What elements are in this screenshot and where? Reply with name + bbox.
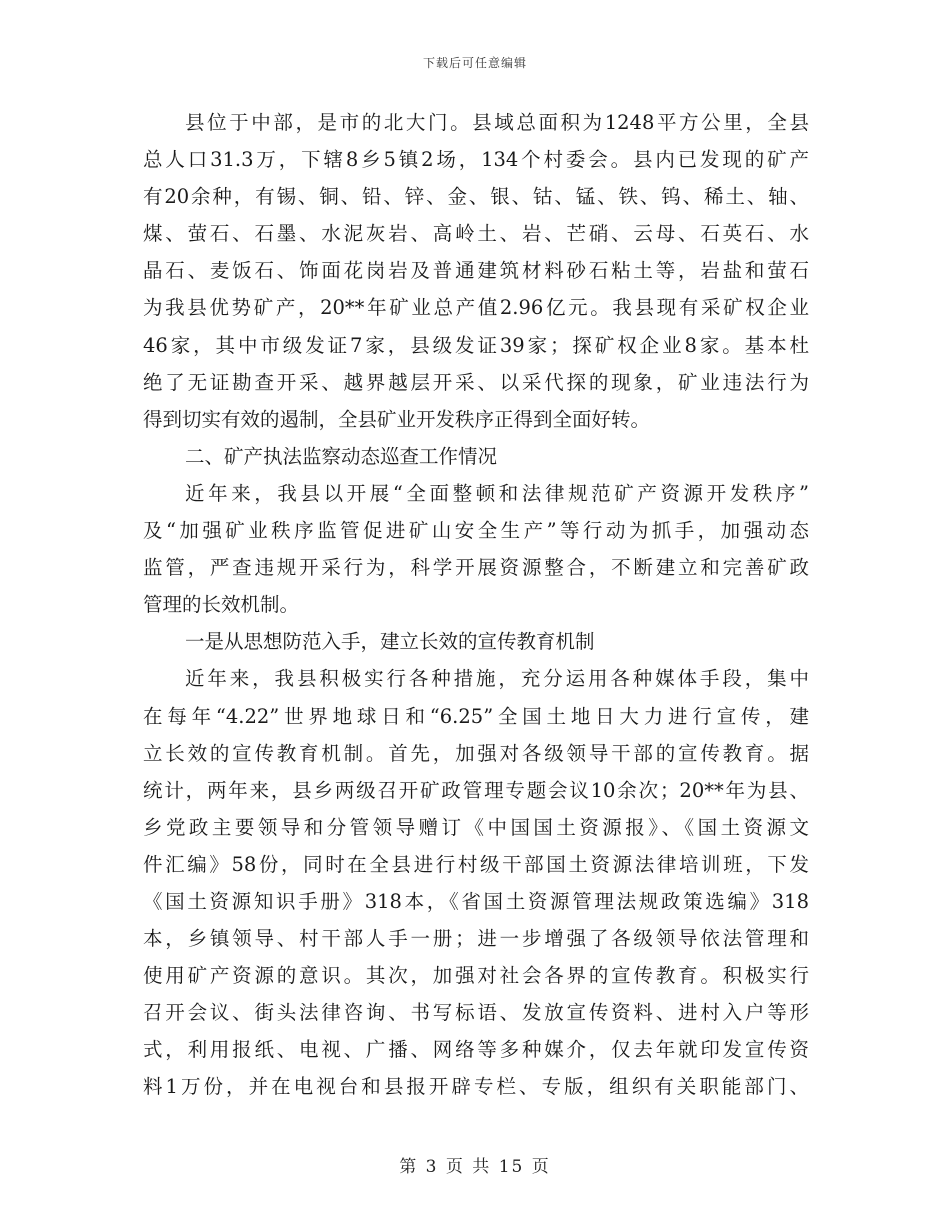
text-line: 46家，其中市级发证7家，县级发证39家；探矿权企业8家。基本杜 [143, 333, 809, 357]
document-body [143, 104, 809, 1106]
text-line: 在每年“4.22”世界地球日和“6.25”全国土地日大力进行宣传，建 [143, 704, 809, 728]
text-line: 近年来，我县积极实行各种措施，充分运用各种媒体手段，集中 [185, 667, 809, 691]
text-line: 统计，两年来，县乡两级召开矿政管理专题会议10余次；20**年为县、 [143, 778, 809, 802]
text-line: 得到切实有效的遏制，全县矿业开发秩序正得到全面好转。 [143, 407, 651, 431]
text-line: 件汇编》58份，同时在全县进行村级干部国土资源法律培训班，下发 [143, 852, 809, 876]
text-line: 《国土资源知识手册》318本，《省国土资源管理法规政策选编》318 [143, 889, 809, 913]
text-line: 及“加强矿业秩序监管促进矿山安全生产”等行动为抓手，加强动态 [143, 519, 809, 543]
text-line: 为我县优势矿产，20**年矿业总产值2.96亿元。我县现有采矿权企业 [143, 296, 809, 320]
text-line: 料1万份，并在电视台和县报开辟专栏、专版，组织有关职能部门、 [143, 1075, 809, 1099]
text-line: 煤、萤石、石墨、水泥灰岩、高岭土、岩、芒硝、云母、石英石、水 [143, 222, 809, 246]
text-line: 县位于中部，是市的北大门。县域总面积为1248平方公里，全县 [185, 111, 809, 134]
text-line: 近年来，我县以开展“全面整顿和法律规范矿产资源开发秩序” [185, 481, 809, 505]
text-line: 有20余种，有锡、铜、铅、锌、金、银、钴、锰、铁、钨、稀土、轴、 [143, 185, 809, 209]
text-line: 二、矿产执法监察动态巡查工作情况 [185, 444, 498, 468]
text-line: 管理的长效机制。 [143, 593, 300, 617]
text-line: 总人口31.3万，下辖8乡5镇2场，134个村委会。县内已发现的矿产 [143, 148, 809, 172]
text-line: 式，利用报纸、电视、广播、网络等多种媒介，仅去年就印发宣传资 [143, 1038, 809, 1062]
text-line: 监管，严查违规开采行为，科学开展资源整合，不断建立和完善矿政 [143, 556, 809, 580]
header-note: 下载后可任意编辑 [422, 56, 527, 70]
text-line: 召开会议、街头法律咨询、书写标语、发放宣传资料、进村入户等形 [143, 1001, 809, 1025]
text-line: 本，乡镇领导、村干部人手一册；进一步增强了各级领导依法管理和 [143, 927, 809, 951]
text-line: 晶石、麦饭石、饰面花岗岩及普通建筑材料砂石粘土等，岩盐和萤石 [143, 259, 809, 283]
text-line: 一是从思想防范入手，建立长效的宣传教育机制 [185, 630, 595, 654]
text-line: 绝了无证勘查开采、越界越层开采、以采代探的现象，矿业违法行为 [143, 370, 809, 394]
page-number: 第 3 页 共 15 页 [399, 1157, 551, 1177]
text-line: 乡党政主要领导和分管领导赠订《中国国土资源报》、《国土资源文 [143, 815, 809, 839]
text-line: 立长效的宣传教育机制。首先，加强对各级领导干部的宣传教育。据 [143, 741, 809, 765]
text-line: 使用矿产资源的意识。其次，加强对社会各界的宣传教育。积极实行 [143, 964, 809, 988]
